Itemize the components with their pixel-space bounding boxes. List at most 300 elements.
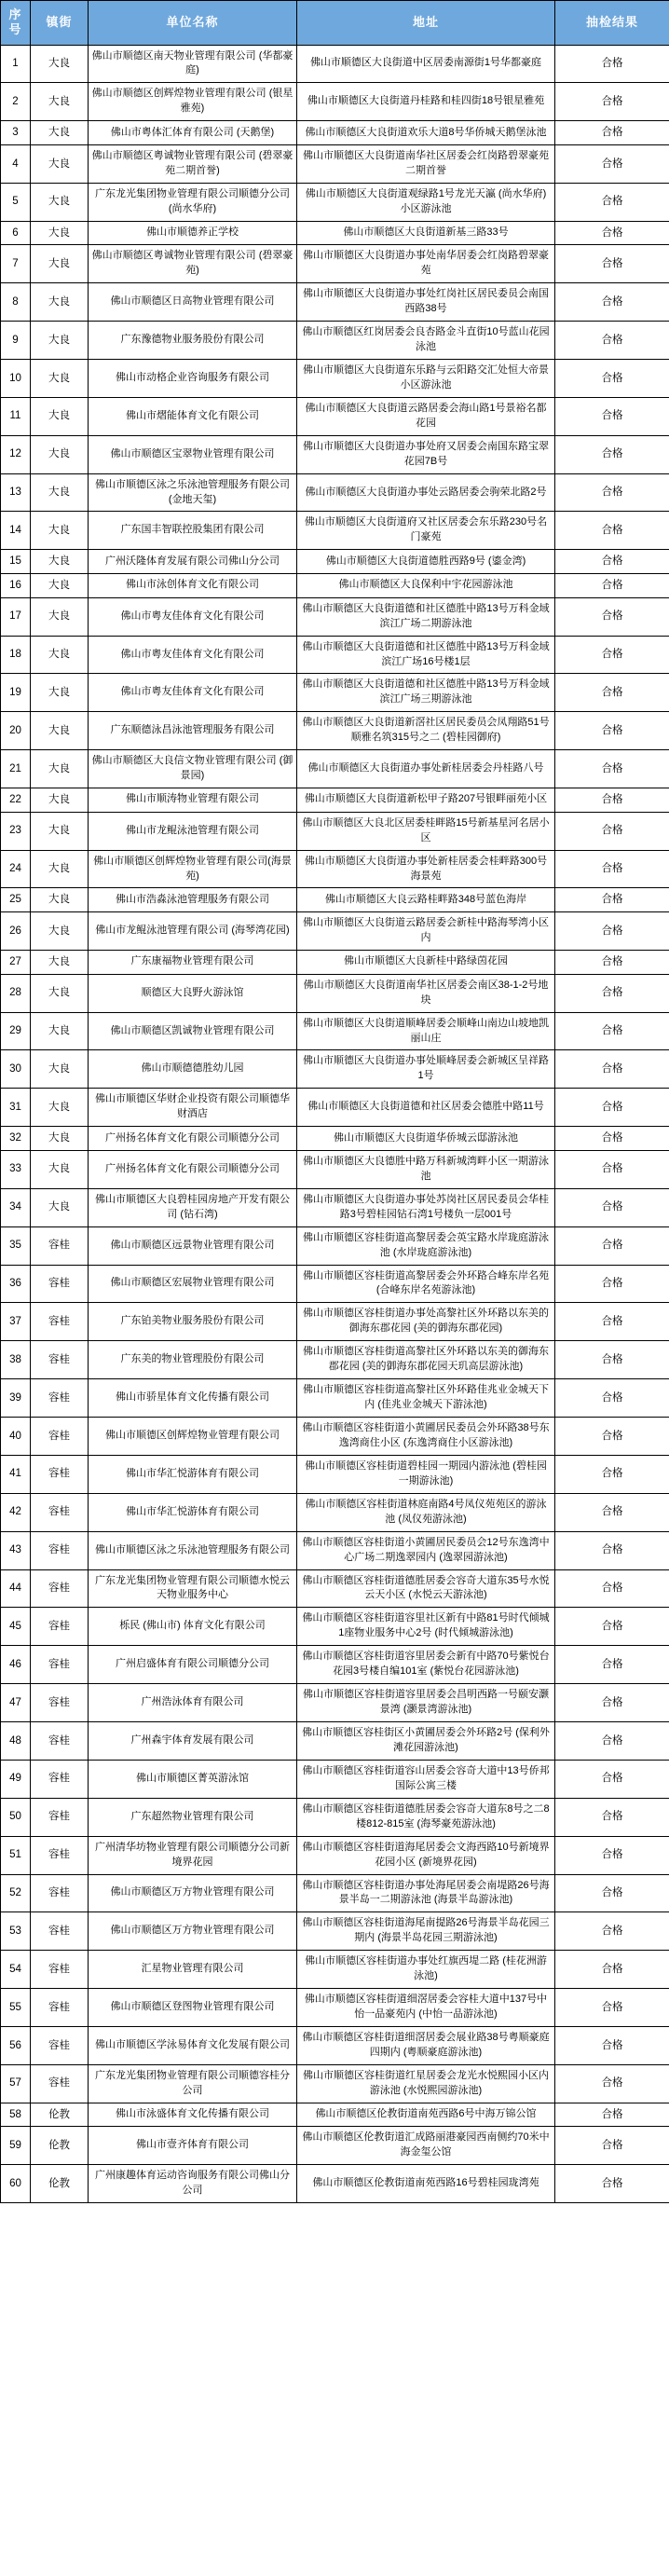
cell-seq: 10 — [1, 359, 31, 397]
cell-seq: 56 — [1, 2027, 31, 2065]
cell-town: 大良 — [31, 750, 89, 788]
cell-town: 大良 — [31, 674, 89, 712]
cell-town: 大良 — [31, 951, 89, 975]
cell-unit-name: 佛山市顺德区日高物业管理有限公司 — [89, 283, 297, 322]
table-row — [1, 812, 669, 850]
table-row — [1, 636, 669, 674]
cell-seq: 31 — [1, 1089, 31, 1127]
cell-town: 大良 — [31, 812, 89, 850]
table-row — [1, 322, 669, 360]
cell-unit-name: 广东铂美物业服务股份有限公司 — [89, 1303, 297, 1341]
cell-town: 大良 — [31, 912, 89, 951]
cell-unit-name: 广州沃隆体育发展有限公司佛山分公司 — [89, 550, 297, 574]
cell-seq: 42 — [1, 1493, 31, 1531]
cell-unit-name: 广东龙光集团物业管理有限公司顺德分公司 (尚水华府) — [89, 183, 297, 221]
cell-address: 佛山市顺德区大良街道南华社区居委会南区38-1-2号地块 — [297, 974, 555, 1012]
cell-seq: 30 — [1, 1050, 31, 1089]
table-row — [1, 788, 669, 813]
table-row — [1, 512, 669, 550]
cell-seq: 1 — [1, 45, 31, 83]
cell-unit-name: 佛山市泳创体育文化有限公司 — [89, 574, 297, 598]
cell-seq: 41 — [1, 1455, 31, 1493]
cell-unit-name: 佛山市顺德区泳之乐泳池管理服务有限公司 (金地天玺) — [89, 473, 297, 512]
cell-town: 大良 — [31, 283, 89, 322]
column-header-seq: 序号 — [1, 1, 31, 46]
cell-seq: 58 — [1, 2103, 31, 2127]
cell-address: 佛山市顺德区伦教街道汇成路丽港豪园西南侧约70米中海金玺公馆 — [297, 2127, 555, 2165]
cell-town: 大良 — [31, 888, 89, 912]
cell-seq: 46 — [1, 1646, 31, 1684]
cell-town: 容桂 — [31, 1226, 89, 1265]
table-row — [1, 2027, 669, 2065]
cell-inspection-result: 合格 — [555, 283, 669, 322]
cell-inspection-result: 合格 — [555, 1569, 669, 1608]
cell-unit-name: 佛山市顺德区华财企业投资有限公司顺德华财酒店 — [89, 1089, 297, 1127]
cell-seq: 7 — [1, 245, 31, 283]
cell-unit-name: 广州启盛体育有限公司顺德分公司 — [89, 1646, 297, 1684]
cell-unit-name: 佛山市顺德区万方物业管理有限公司 — [89, 1912, 297, 1951]
cell-address: 佛山市顺德区容桂街道高黎社区外环路以东美的御海东郡花园 (美的御海东郡花园天玑高层游泳池) — [297, 1341, 555, 1379]
cell-unit-name: 佛山市顺德区远景物业管理有限公司 — [89, 1226, 297, 1265]
table-row — [1, 1341, 669, 1379]
table-row — [1, 1912, 669, 1951]
cell-address: 佛山市顺德区大良街道办事处南华居委会红岗路碧翠豪苑 — [297, 245, 555, 283]
cell-seq: 39 — [1, 1379, 31, 1418]
cell-town: 容桂 — [31, 1418, 89, 1456]
cell-seq: 57 — [1, 2064, 31, 2103]
cell-town: 大良 — [31, 83, 89, 121]
cell-inspection-result: 合格 — [555, 1874, 669, 1912]
cell-unit-name: 佛山市粤体汇体育有限公司 (天鹅堡) — [89, 121, 297, 145]
cell-unit-name: 佛山市顺德区学泳易体育文化发展有限公司 — [89, 2027, 297, 2065]
cell-address: 佛山市顺德区容桂街道海尾居委会文海西路10号新境界花园小区 (新境界花园) — [297, 1836, 555, 1874]
cell-address: 佛山市顺德区大良保利中宇花园游泳池 — [297, 574, 555, 598]
cell-unit-name: 佛山市顺德养正学校 — [89, 221, 297, 245]
cell-town: 容桂 — [31, 1722, 89, 1761]
cell-town: 容桂 — [31, 1569, 89, 1608]
cell-town: 容桂 — [31, 1455, 89, 1493]
cell-unit-name: 广东龙光集团物业管理有限公司顺德水悦云天物业服务中心 — [89, 1569, 297, 1608]
cell-inspection-result: 合格 — [555, 2165, 669, 2203]
cell-unit-name: 汇星物业管理有限公司 — [89, 1951, 297, 1989]
cell-inspection-result: 合格 — [555, 512, 669, 550]
cell-seq: 9 — [1, 322, 31, 360]
cell-town: 容桂 — [31, 1836, 89, 1874]
table-row — [1, 951, 669, 975]
cell-unit-name: 佛山市顺涛物业管理有限公司 — [89, 788, 297, 813]
cell-inspection-result: 合格 — [555, 788, 669, 813]
cell-seq: 32 — [1, 1127, 31, 1151]
cell-address: 佛山市顺德区大良街道云路居委会新桂中路海琴湾小区内 — [297, 912, 555, 951]
cell-seq: 27 — [1, 951, 31, 975]
cell-unit-name: 广州康趣体育运动咨询服务有限公司佛山分公司 — [89, 2165, 297, 2203]
cell-town: 容桂 — [31, 1684, 89, 1722]
table-row — [1, 1050, 669, 1089]
cell-seq: 19 — [1, 674, 31, 712]
cell-address: 佛山市顺德区大良街道办事处府又居委会南国东路宝翠花园7B号 — [297, 435, 555, 473]
cell-seq: 8 — [1, 283, 31, 322]
cell-seq: 55 — [1, 1989, 31, 2027]
cell-inspection-result: 合格 — [555, 2064, 669, 2103]
cell-address: 佛山市顺德区大良街道南华社区居委会红岗路碧翠豪苑二期首誉 — [297, 144, 555, 183]
cell-inspection-result: 合格 — [555, 850, 669, 888]
cell-inspection-result: 合格 — [555, 322, 669, 360]
table-row — [1, 83, 669, 121]
cell-seq: 28 — [1, 974, 31, 1012]
cell-unit-name: 广东美的物业管理股份有限公司 — [89, 1341, 297, 1379]
cell-inspection-result: 合格 — [555, 1226, 669, 1265]
cell-address: 佛山市顺德区大良街道办事处新桂居委会桂畔路300号海景苑 — [297, 850, 555, 888]
cell-address: 佛山市顺德区大良新桂中路绿茵花园 — [297, 951, 555, 975]
cell-unit-name: 佛山市顺德区大良信文物业管理有限公司 (御景园) — [89, 750, 297, 788]
cell-inspection-result: 合格 — [555, 221, 669, 245]
table-row — [1, 1531, 669, 1569]
table-row — [1, 888, 669, 912]
cell-seq: 40 — [1, 1418, 31, 1456]
cell-address: 佛山市顺德区容桂街道碧桂园一期园内游泳池 (碧桂园一期游泳池) — [297, 1455, 555, 1493]
cell-address: 佛山市顺德区容桂街道德胜居委会容奇大道东8号之二8楼812-815室 (海琴豪苑游泳池) — [297, 1798, 555, 1836]
table-row — [1, 359, 669, 397]
cell-unit-name: 广州扬名体育文化有限公司顺德分公司 — [89, 1127, 297, 1151]
cell-address: 佛山市顺德区伦教街道南苑西路6号中海万锦公馆 — [297, 2103, 555, 2127]
cell-address: 佛山市顺德区容桂街道容里居委会昌明西路一号颐安灏景湾 (灏景湾游泳池) — [297, 1684, 555, 1722]
table-row — [1, 283, 669, 322]
cell-inspection-result: 合格 — [555, 597, 669, 636]
table-row — [1, 1836, 669, 1874]
cell-address: 佛山市顺德区容桂街区小黄圃居委会外环路2号 (保利外滩花园游泳池) — [297, 1722, 555, 1761]
table-row — [1, 1874, 669, 1912]
cell-address: 佛山市顺德区容桂街道小黄圃居民委员会外环路38号东逸湾商住小区 (东逸湾商住小区游泳池) — [297, 1418, 555, 1456]
cell-town: 大良 — [31, 435, 89, 473]
cell-seq: 25 — [1, 888, 31, 912]
cell-town: 容桂 — [31, 2064, 89, 2103]
cell-address: 佛山市顺德区大良街道丹桂路和桂四街18号银星雅苑 — [297, 83, 555, 121]
cell-inspection-result: 合格 — [555, 1341, 669, 1379]
cell-unit-name: 佛山市顺德区大良碧桂园房地产开发有限公司 (钻石湾) — [89, 1188, 297, 1226]
cell-unit-name: 广东国丰智联控股集团有限公司 — [89, 512, 297, 550]
cell-town: 大良 — [31, 597, 89, 636]
cell-address: 佛山市顺德区容桂街道高黎社区外环路佳兆业金城天下内 (佳兆业金城天下游泳池) — [297, 1379, 555, 1418]
cell-inspection-result: 合格 — [555, 435, 669, 473]
cell-address: 佛山市顺德区大良街道顺峰居委会顺峰山南边山坡地凯丽山庄 — [297, 1012, 555, 1050]
cell-inspection-result: 合格 — [555, 974, 669, 1012]
cell-unit-name: 佛山市顺德区万方物业管理有限公司 — [89, 1874, 297, 1912]
table-row — [1, 45, 669, 83]
cell-town: 容桂 — [31, 1341, 89, 1379]
cell-inspection-result: 合格 — [555, 750, 669, 788]
table-row — [1, 2064, 669, 2103]
table-row — [1, 245, 669, 283]
cell-address: 佛山市顺德区大良街道观绿路1号龙光天瀛 (尚水华府) 小区游泳池 — [297, 183, 555, 221]
cell-seq: 33 — [1, 1150, 31, 1188]
cell-inspection-result: 合格 — [555, 1608, 669, 1646]
cell-unit-name: 佛山市骄星体育文化传播有限公司 — [89, 1379, 297, 1418]
cell-unit-name: 佛山市顺德德胜幼儿园 — [89, 1050, 297, 1089]
cell-seq: 4 — [1, 144, 31, 183]
cell-seq: 47 — [1, 1684, 31, 1722]
cell-address: 佛山市顺德区容桂街道高黎居委会外环路合峰东岸名苑 (合峰东岸名苑游泳池) — [297, 1265, 555, 1303]
cell-address: 佛山市顺德区大良街道府又社区居委会东乐路230号名门豪苑 — [297, 512, 555, 550]
cell-address: 佛山市顺德区容桂街道小黄圃居民委员会12号东逸湾中心广场二期逸翠园内 (逸翠园游泳池) — [297, 1531, 555, 1569]
cell-town: 大良 — [31, 245, 89, 283]
cell-town: 大良 — [31, 183, 89, 221]
cell-inspection-result: 合格 — [555, 636, 669, 674]
cell-unit-name: 佛山市顺德区粤诚物业管理有限公司 (碧翠豪苑二期首誉) — [89, 144, 297, 183]
cell-inspection-result: 合格 — [555, 1188, 669, 1226]
cell-town: 容桂 — [31, 1379, 89, 1418]
table-row — [1, 574, 669, 598]
cell-unit-name: 广州扬名体育文化有限公司顺德分公司 — [89, 1150, 297, 1188]
table-row — [1, 712, 669, 750]
cell-town: 大良 — [31, 1050, 89, 1089]
cell-address: 佛山市顺德区大良街道新松甲子路207号银畔丽苑小区 — [297, 788, 555, 813]
cell-inspection-result: 合格 — [555, 951, 669, 975]
cell-inspection-result: 合格 — [555, 83, 669, 121]
cell-seq: 11 — [1, 397, 31, 435]
cell-unit-name: 佛山市顺德区创辉煌物业管理有限公司 — [89, 1418, 297, 1456]
cell-address: 佛山市顺德区大良街道云路居委会海山路1号景裕名都花园 — [297, 397, 555, 435]
cell-inspection-result: 合格 — [555, 1089, 669, 1127]
cell-town: 伦教 — [31, 2165, 89, 2203]
cell-unit-name: 佛山市华汇悦游体育有限公司 — [89, 1493, 297, 1531]
cell-town: 大良 — [31, 1127, 89, 1151]
table-header — [1, 1, 669, 46]
cell-inspection-result: 合格 — [555, 1050, 669, 1089]
cell-address: 佛山市顺德区红岗居委会良杏路金斗直街10号蓝山花园泳池 — [297, 322, 555, 360]
cell-unit-name: 佛山市浩淼泳池管理服务有限公司 — [89, 888, 297, 912]
table-row — [1, 1012, 669, 1050]
cell-seq: 60 — [1, 2165, 31, 2203]
cell-town: 大良 — [31, 1150, 89, 1188]
cell-inspection-result: 合格 — [555, 1798, 669, 1836]
table-row — [1, 221, 669, 245]
cell-inspection-result: 合格 — [555, 121, 669, 145]
cell-address: 佛山市顺德区大良街道办事处新桂居委会丹桂路八号 — [297, 750, 555, 788]
cell-unit-name: 佛山市壹齐体育有限公司 — [89, 2127, 297, 2165]
cell-seq: 53 — [1, 1912, 31, 1951]
cell-inspection-result: 合格 — [555, 812, 669, 850]
cell-town: 容桂 — [31, 1798, 89, 1836]
cell-unit-name: 佛山市顺德区宝翠物业管理有限公司 — [89, 435, 297, 473]
cell-town: 大良 — [31, 512, 89, 550]
table-row — [1, 1188, 669, 1226]
cell-seq: 26 — [1, 912, 31, 951]
cell-seq: 14 — [1, 512, 31, 550]
cell-seq: 5 — [1, 183, 31, 221]
cell-town: 大良 — [31, 45, 89, 83]
cell-town: 大良 — [31, 788, 89, 813]
cell-inspection-result: 合格 — [555, 1012, 669, 1050]
cell-inspection-result: 合格 — [555, 1379, 669, 1418]
cell-address: 佛山市顺德区容桂街道容里居委会新有中路70号紫悦台花园3号楼自编101室 (紫悦台花园游泳池) — [297, 1646, 555, 1684]
cell-seq: 45 — [1, 1608, 31, 1646]
cell-address: 佛山市顺德区大良街道德和社区德胜中路13号万科金域滨江广场三期游泳池 — [297, 674, 555, 712]
cell-town: 容桂 — [31, 1265, 89, 1303]
cell-address: 佛山市顺德区容桂街道细滘居委会容桂大道中137号中怡一品豪苑内 (中怡一品游泳池) — [297, 1989, 555, 2027]
cell-unit-name: 佛山市顺德区南天物业管理有限公司 (华都豪庭) — [89, 45, 297, 83]
cell-inspection-result: 合格 — [555, 1836, 669, 1874]
cell-town: 大良 — [31, 322, 89, 360]
cell-town: 容桂 — [31, 1874, 89, 1912]
cell-inspection-result: 合格 — [555, 1989, 669, 2027]
cell-town: 大良 — [31, 121, 89, 145]
cell-unit-name: 佛山市粤友佳体育文化有限公司 — [89, 674, 297, 712]
cell-unit-name: 佛山市顺德区登图物业管理有限公司 — [89, 1989, 297, 2027]
cell-seq: 2 — [1, 83, 31, 121]
cell-inspection-result: 合格 — [555, 1722, 669, 1761]
cell-address: 佛山市顺德区容桂街道容里社区新有中路81号时代倾城1座物业服务中心2号 (时代倾城游泳池) — [297, 1608, 555, 1646]
table-row — [1, 1760, 669, 1798]
table-row — [1, 1265, 669, 1303]
cell-inspection-result: 合格 — [555, 1455, 669, 1493]
table-row — [1, 1722, 669, 1761]
table-row — [1, 750, 669, 788]
cell-address: 佛山市顺德区容桂街道海尾南提路26号海景半岛花园三期内 (海景半岛花园三期游泳池) — [297, 1912, 555, 1951]
cell-unit-name: 佛山市顺德区粤诚物业管理有限公司 (碧翠豪苑) — [89, 245, 297, 283]
cell-seq: 36 — [1, 1265, 31, 1303]
cell-address: 佛山市顺德区大良北区居委桂畔路15号新基星河名居小区 — [297, 812, 555, 850]
cell-unit-name: 佛山市顺德区创辉煌物业管理有限公司(海景苑) — [89, 850, 297, 888]
cell-inspection-result: 合格 — [555, 1418, 669, 1456]
cell-address: 佛山市顺德区大良德胜中路万科新城湾畔小区一期游泳池 — [297, 1150, 555, 1188]
cell-unit-name: 顺德区大良野火游泳馆 — [89, 974, 297, 1012]
cell-seq: 54 — [1, 1951, 31, 1989]
cell-town: 伦教 — [31, 2127, 89, 2165]
cell-unit-name: 广东超然物业管理有限公司 — [89, 1798, 297, 1836]
cell-seq: 38 — [1, 1341, 31, 1379]
cell-unit-name: 广东龙光集团物业管理有限公司顺德容桂分公司 — [89, 2064, 297, 2103]
cell-seq: 34 — [1, 1188, 31, 1226]
cell-seq: 52 — [1, 1874, 31, 1912]
table-row — [1, 1127, 669, 1151]
table-row — [1, 1493, 669, 1531]
cell-seq: 35 — [1, 1226, 31, 1265]
cell-address: 佛山市顺德区大良街道新滘社区居民委员会凤翔路51号顺雅名筑315号之二 (碧桂园御府) — [297, 712, 555, 750]
cell-seq: 13 — [1, 473, 31, 512]
cell-address: 佛山市顺德区容桂街道细滘居委会展业路38号粤顺豪庭四期内 (粤顺豪庭游泳池) — [297, 2027, 555, 2065]
column-header-town: 镇街 — [31, 1, 89, 46]
cell-inspection-result: 合格 — [555, 674, 669, 712]
cell-seq: 24 — [1, 850, 31, 888]
cell-seq: 16 — [1, 574, 31, 598]
table-row — [1, 1646, 669, 1684]
cell-address: 佛山市顺德区大良街道东乐路与云阳路交汇处恒大帝景小区游泳池 — [297, 359, 555, 397]
cell-town: 容桂 — [31, 1646, 89, 1684]
table-row — [1, 1951, 669, 1989]
cell-town: 容桂 — [31, 1989, 89, 2027]
cell-seq: 50 — [1, 1798, 31, 1836]
cell-seq: 51 — [1, 1836, 31, 1874]
cell-town: 大良 — [31, 359, 89, 397]
cell-seq: 48 — [1, 1722, 31, 1761]
cell-address: 佛山市顺德区伦教街道南苑西路16号碧桂园珑湾苑 — [297, 2165, 555, 2203]
cell-inspection-result: 合格 — [555, 2027, 669, 2065]
cell-unit-name: 佛山市顺德区泳之乐泳池管理服务有限公司 — [89, 1531, 297, 1569]
cell-unit-name: 广州浩泳体育有限公司 — [89, 1684, 297, 1722]
cell-seq: 20 — [1, 712, 31, 750]
cell-address: 佛山市顺德区大良街道新基三路33号 — [297, 221, 555, 245]
cell-inspection-result: 合格 — [555, 1303, 669, 1341]
cell-town: 大良 — [31, 1012, 89, 1050]
cell-address: 佛山市顺德区大良街道德胜西路9号 (鎏金湾) — [297, 550, 555, 574]
column-header-result: 抽检结果 — [555, 1, 669, 46]
table-row — [1, 1989, 669, 2027]
cell-address: 佛山市顺德区大良街道办事处云路居委会驹荣北路2号 — [297, 473, 555, 512]
cell-address: 佛山市顺德区容桂街道办事处海尾居委会南堤路26号海景半岛一二期游泳池 (海景半岛游泳池) — [297, 1874, 555, 1912]
cell-inspection-result: 合格 — [555, 1951, 669, 1989]
table-row — [1, 121, 669, 145]
cell-seq: 29 — [1, 1012, 31, 1050]
cell-address: 佛山市顺德区容桂街道高黎居委会英宝路水岸珑庭游泳池 (水岸珑庭游泳池) — [297, 1226, 555, 1265]
cell-unit-name: 佛山市龙鲲泳池管理有限公司 (海琴湾花园) — [89, 912, 297, 951]
table-header-row — [1, 1, 669, 46]
column-header-addr: 地址 — [297, 1, 555, 46]
cell-seq: 3 — [1, 121, 31, 145]
cell-address: 佛山市顺德区大良街道德和社区德胜中路13号万科金域滨江广场16号楼1层 — [297, 636, 555, 674]
cell-address: 佛山市顺德区容桂街道德胜居委会容奇大道东35号水悦云天小区 (水悦云天游泳池) — [297, 1569, 555, 1608]
cell-inspection-result: 合格 — [555, 1493, 669, 1531]
table-row — [1, 2165, 669, 2203]
cell-unit-name: 佛山市熠能体育文化有限公司 — [89, 397, 297, 435]
table-row — [1, 2103, 669, 2127]
cell-inspection-result: 合格 — [555, 2103, 669, 2127]
table-body — [1, 45, 669, 2203]
cell-town: 大良 — [31, 636, 89, 674]
table-row — [1, 1418, 669, 1456]
cell-address: 佛山市顺德区容桂街道红星居委会龙光水悦熙园小区内游泳池 (水悦熙园游泳池) — [297, 2064, 555, 2103]
cell-address: 佛山市顺德区大良街道欢乐大道8号华侨城天鹅堡泳池 — [297, 121, 555, 145]
table-row — [1, 1798, 669, 1836]
cell-inspection-result: 合格 — [555, 2127, 669, 2165]
cell-address: 佛山市顺德区大良云路桂畔路348号蓝色海岸 — [297, 888, 555, 912]
cell-address: 佛山市顺德区容桂街道办事处高黎社区外环路以东美的御海东郡花园 (美的御海东郡花园) — [297, 1303, 555, 1341]
cell-inspection-result: 合格 — [555, 888, 669, 912]
cell-address: 佛山市顺德区容桂街道容山居委会容奇大道中13号侨邦国际公寓三楼 — [297, 1760, 555, 1798]
cell-seq: 18 — [1, 636, 31, 674]
cell-inspection-result: 合格 — [555, 1150, 669, 1188]
cell-unit-name: 佛山市粤友佳体育文化有限公司 — [89, 636, 297, 674]
cell-unit-name: 佛山市顺德区创辉煌物业管理有限公司 (银星雅苑) — [89, 83, 297, 121]
table-row — [1, 1569, 669, 1608]
cell-inspection-result: 合格 — [555, 1760, 669, 1798]
cell-seq: 23 — [1, 812, 31, 850]
cell-town: 大良 — [31, 397, 89, 435]
cell-inspection-result: 合格 — [555, 473, 669, 512]
cell-unit-name: 佛山市动格企业咨询服务有限公司 — [89, 359, 297, 397]
cell-address: 佛山市顺德区大良街道德和社区德胜中路13号万科金域滨江广场二期游泳池 — [297, 597, 555, 636]
cell-unit-name: 佛山市顺德区宏展物业管理有限公司 — [89, 1265, 297, 1303]
cell-town: 大良 — [31, 221, 89, 245]
cell-town: 大良 — [31, 574, 89, 598]
cell-inspection-result: 合格 — [555, 45, 669, 83]
cell-town: 大良 — [31, 712, 89, 750]
cell-town: 容桂 — [31, 1608, 89, 1646]
cell-town: 大良 — [31, 1188, 89, 1226]
cell-town: 容桂 — [31, 1493, 89, 1531]
cell-inspection-result: 合格 — [555, 144, 669, 183]
cell-seq: 17 — [1, 597, 31, 636]
cell-inspection-result: 合格 — [555, 1684, 669, 1722]
cell-town: 容桂 — [31, 1531, 89, 1569]
cell-unit-name: 佛山市顺德区菁英游泳馆 — [89, 1760, 297, 1798]
table-row — [1, 435, 669, 473]
table-row — [1, 2127, 669, 2165]
table-row — [1, 850, 669, 888]
cell-unit-name: 广州森宇体育发展有限公司 — [89, 1722, 297, 1761]
table-row — [1, 397, 669, 435]
table-row — [1, 597, 669, 636]
table-row — [1, 550, 669, 574]
